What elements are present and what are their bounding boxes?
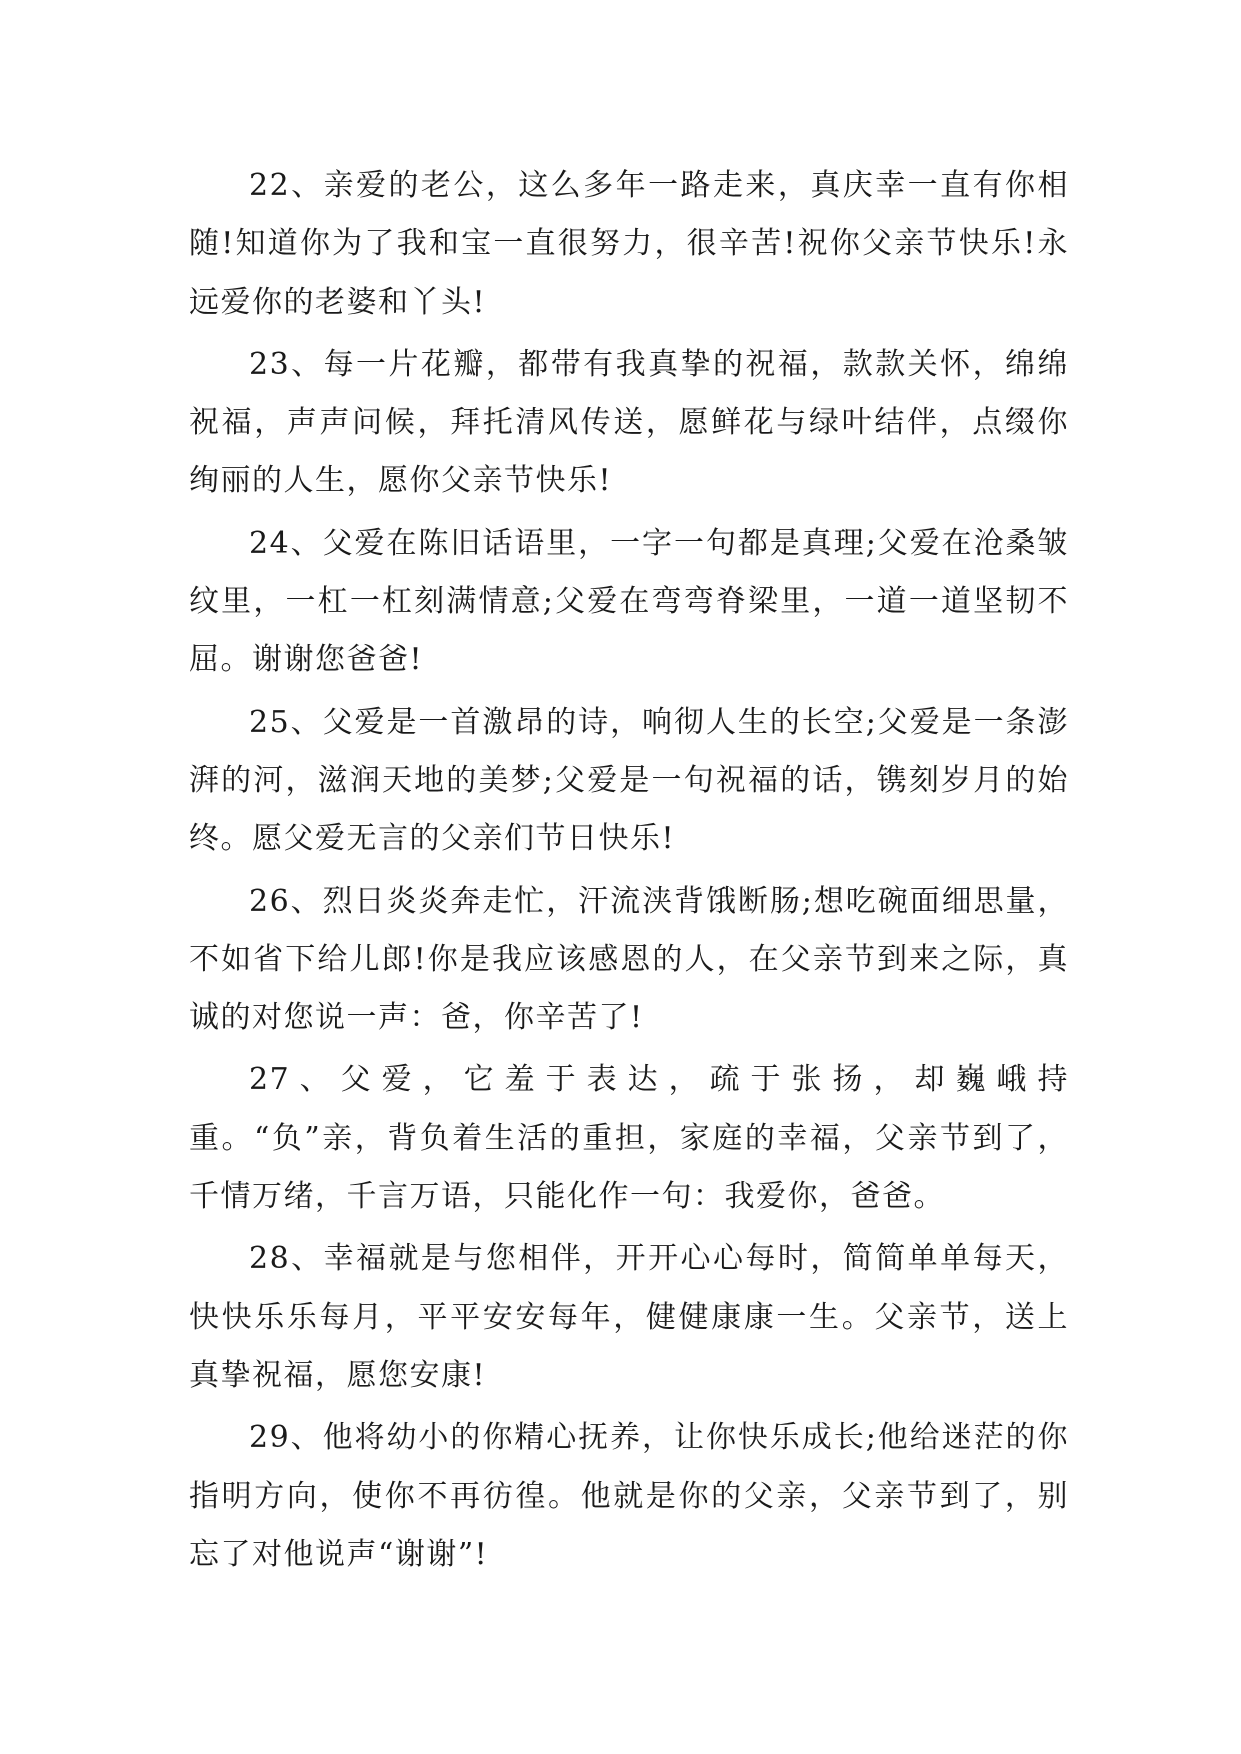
paragraph-25: 25、父爱是一首激昂的诗，响彻人生的长空;父爱是一条澎湃的河，滋润天地的美梦;父爱是一句祝福的话，镌刻岁月的始终。愿父爱无言的父亲们节日快乐! bbox=[189, 704, 1069, 857]
paragraph-24: 24、父爱在陈旧话语里，一字一句都是真理;父爱在沧桑皱纹里，一杠一杠刻满情意;父爱在弯弯脊梁里，一道一道坚韧不屈。谢谢您爸爸! bbox=[189, 525, 1069, 678]
document-body bbox=[189, 157, 1069, 1588]
paragraph-28: 28、幸福就是与您相伴，开开心心每时，简简单单每天，快快乐乐每月，平平安安每年，健健康康一生。父亲节，送上真挚祝福，愿您安康! bbox=[189, 1241, 1069, 1393]
paragraph-27: 27、父爱，它羞于表达，疏于张扬，却巍峨持重。“负”亲，背负着生活的重担，家庭的幸福，父亲节到了，千情万绪，千言万语，只能化作一句：我爱你，爸爸。 bbox=[189, 1062, 1069, 1215]
paragraph-29: 29、他将幼小的你精心抚养，让你快乐成长;他给迷茫的你指明方向，使你不再彷徨。他就是你的父亲，父亲节到了，别忘了对他说声“谢谢”! bbox=[189, 1420, 1069, 1572]
paragraph-23: 23、每一片花瓣，都带有我真挚的祝福，款款关怀，绵绵祝福，声声问候，拜托清风传送，愿鲜花与绿叶结伴，点缀你绚丽的人生，愿你父亲节快乐! bbox=[189, 346, 1069, 499]
paragraph-26: 26、烈日炎炎奔走忙，汗流浃背饿断肠;想吃碗面细思量，不如省下给儿郎!你是我应该感恩的人，在父亲节到来之际，真诚的对您说一声：爸，你辛苦了! bbox=[189, 883, 1069, 1036]
paragraph-22: 22、亲爱的老公，这么多年一路走来，真庆幸一直有你相随!知道你为了我和宝一直很努力，很辛苦!祝你父亲节快乐!永远爱你的老婆和丫头! bbox=[189, 168, 1069, 320]
